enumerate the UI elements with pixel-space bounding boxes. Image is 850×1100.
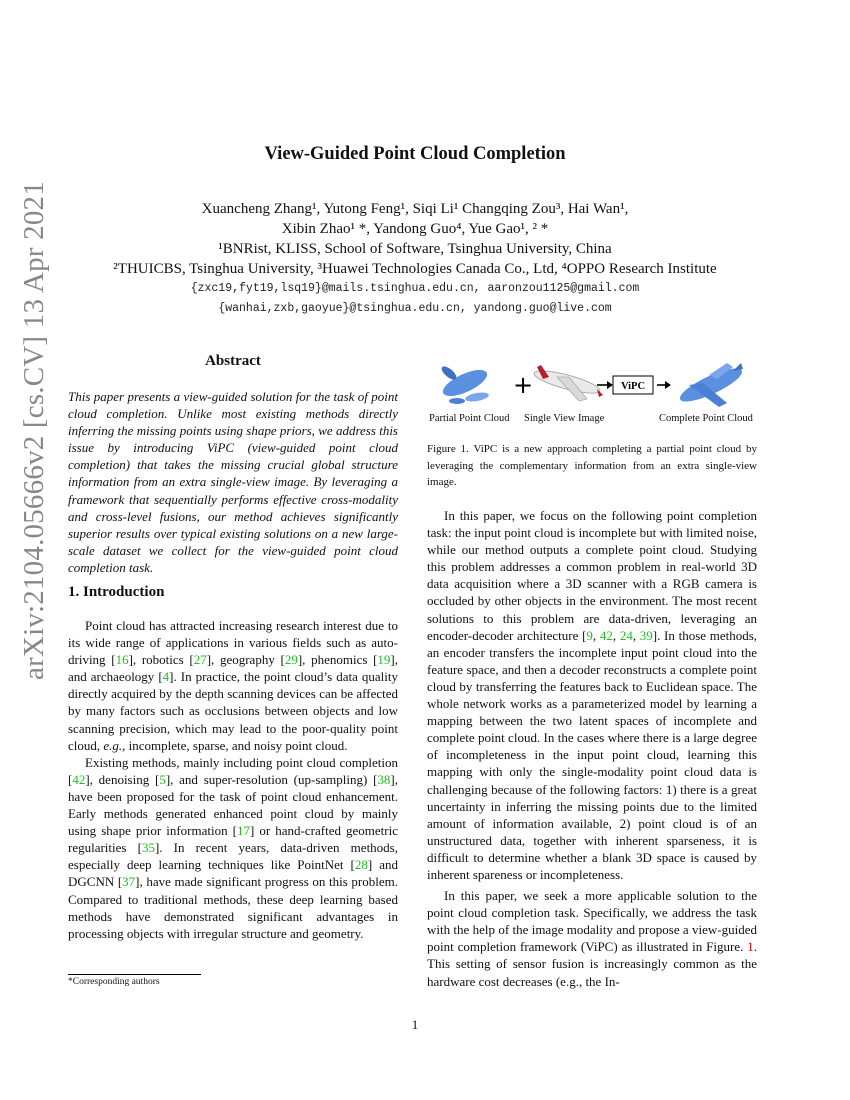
right-paragraph-2 <box>427 887 757 990</box>
citation-link[interactable]: 17 <box>237 823 250 839</box>
intro-paragraph-1 <box>68 617 398 754</box>
citation-link[interactable]: 24 <box>619 627 633 643</box>
text-segment: In this paper, we focus on the following point completion task: the input point cloud is incomplete but with limited noise, while our method outputs a complete point cloud. Studying this problem addresses a common problem in real-world 3D data acquisition where a 3D scanner with a RGB camera is occluded by other objects in the environment. The most recent solutions to this problem are data-driven, leveraging an encoder-decoder architecture [ <box>427 508 757 643</box>
text-segment: , incomplete, sparse, and noisy point cloud. <box>122 737 348 753</box>
text-segment: ]. In recent years, data-driven methods, especially deep learning techniques like PointNet [ <box>68 840 398 873</box>
complete-point-cloud-image <box>676 362 745 407</box>
figure-label-partial: Partial Point Cloud <box>429 413 510 424</box>
citation-link[interactable]: 19 <box>377 652 391 668</box>
text-segment: , <box>612 627 620 643</box>
abstract-heading: Abstract <box>205 353 261 369</box>
citation-link[interactable]: 29 <box>284 652 298 668</box>
partial-point-cloud-image <box>439 364 490 404</box>
citation-link[interactable]: 4 <box>162 669 170 685</box>
intro-paragraph-2 <box>68 754 398 942</box>
citation-link[interactable]: 42 <box>72 771 86 787</box>
intro-heading: 1. Introduction <box>68 584 165 600</box>
plus-sign: + <box>513 371 534 399</box>
text-segment: ]. In those methods, an encoder transfers the incomplete input point cloud into the feature space, and then a decoder reconstructs a complete point cloud by transferring the features back to Euclidean space. The whole network works as a parameterized model by learning a mapping between the two latent spaces of incomplete and complete point cloud. In the cases where there is a large degree of incompleteness in the input point cloud, learning this mapping with only the single-modality point cloud data is challenging because of the following factors: 1) there is a great uncertainty in inferring the missing points due to the limited amount of information available, 2) point cloud is of an unstructured data, together with inherent sparseness, it is difficult to determine whether a blank 3D space is caused by inherent spareness or incompleteness. <box>427 627 758 882</box>
affiliation-1: ¹BNRist, KLISS, School of Software, Tsinghua University, China <box>218 241 612 257</box>
citation-link[interactable]: 16 <box>115 652 129 668</box>
citation-link[interactable]: 27 <box>193 652 207 668</box>
text-segment: ], have been proposed for the task of point cloud enhancement. Early methods generated enhanced point cloud by mainly using shape prior information [ <box>68 771 398 839</box>
text-segment: ], robotics [ <box>128 652 194 668</box>
page-number: 1 <box>411 1017 419 1032</box>
text-segment: Point cloud has attracted increasing research interest due to its wide range of applications in various fields such as auto-driving [ <box>68 618 398 668</box>
text-segment: Existing methods, mainly including point cloud completion [ <box>68 754 398 787</box>
figure-label-single-view: Single View Image <box>524 413 605 424</box>
italic-text: e.g. <box>103 737 123 753</box>
citation-link[interactable]: 38 <box>377 771 391 787</box>
citation-link[interactable]: 42 <box>599 627 613 643</box>
single-view-image <box>532 365 603 401</box>
text-segment: ], geography [ <box>206 652 285 668</box>
text-segment: ] and DGCNN [ <box>68 857 398 890</box>
citation-link[interactable]: 39 <box>639 627 653 643</box>
email-line-1: {zxc19,fyt19,lsq19}@mails.tsinghua.edu.cn, aaronzou1125@gmail.com <box>190 282 640 295</box>
arxiv-side-label: arXiv:2104.05666v2 [cs.CV] 13 Apr 2021 <box>18 181 50 680</box>
paper-title: View-Guided Point Cloud Completion <box>264 144 566 164</box>
email-line-2: {wanhai,zxb,gaoyue}@tsinghua.edu.cn, yandong.guo@live.com <box>218 302 612 315</box>
intro-body <box>68 617 398 942</box>
right-column-body <box>427 507 757 990</box>
affiliation-2: ²THUICBS, Tsinghua University, ³Huawei Technologies Canada Co., Ltd, ⁴OPPO Research Institute <box>113 261 717 277</box>
citation-link[interactable]: 35 <box>141 840 155 856</box>
figure-label-complete: Complete Point Cloud <box>659 413 753 424</box>
text-segment: , <box>632 627 640 643</box>
text-segment: ]. In practice, the point cloud’s data quality directly acquired by the depth scanning devices can be affected by many factors such as occlusions between objects and low scanning precision, which may lead to the poor-quality point cloud, <box>68 669 398 753</box>
citation-link[interactable]: 5 <box>159 771 166 787</box>
text-segment: ], and super-resolution (up-sampling) [ <box>165 771 378 787</box>
text-segment: In this paper, we seek a more applicable solution to the point cloud completion task. Specifically, we address the task with the help of the image modality and propose a view-guided point completion framework (ViPC) as illustrated in Figure. <box>427 888 757 955</box>
figure-1-caption: Figure 1. ViPC is a new approach completing a partial point cloud by leveraging the complementary information from an extra single-view image. <box>427 443 757 488</box>
text-segment: , <box>592 627 600 643</box>
author-block <box>0 199 830 319</box>
footnote-rule <box>68 974 201 975</box>
right-paragraph-1 <box>427 507 757 883</box>
footnote: *Corresponding authors <box>68 977 160 987</box>
text-segment: ], denoising [ <box>85 771 160 787</box>
abstract-text: This paper presents a view-guided solution for the task of point cloud completion. Unlike most existing methods directly inferring the missing points using shape priors, we address this issue by introducing ViPC (view-guided point cloud completion) that takes the missing crucial global structure information from an extra single-view image. By leveraging a framework that sequentially performs effective cross-modality and cross-level fusions, our method achieves significantly superior results over typical existing solutions on a new large-scale dataset we collect for the view-guided point cloud completion task. <box>68 389 398 575</box>
figure-reference[interactable]: 1 <box>747 939 754 955</box>
author-line-1: Xuancheng Zhang¹, Yutong Feng¹, Siqi Li¹ Changqing Zou³, Hai Wan¹, <box>201 201 629 217</box>
text-segment: ], have made significant progress on this problem. Compared to traditional methods, these deep learning based methods have demonstrated significant advantages in processing objects with irregular structure and geometry. <box>68 874 398 941</box>
vipc-box-label: ViPC <box>620 381 646 392</box>
citation-link[interactable]: 9 <box>586 627 593 643</box>
text-segment: ] or hand-crafted geometric regularities [ <box>68 823 398 856</box>
author-line-2: Xibin Zhao¹ *, Yandong Guo⁴, Yue Gao¹, ² * <box>281 221 549 237</box>
citation-link[interactable]: 37 <box>122 874 136 890</box>
text-segment: . This setting of sensor fusion is increasingly common as the hardware cost decreases (e.g., the In- <box>427 939 757 989</box>
text-segment: ], and archaeology [ <box>68 652 398 685</box>
citation-link[interactable]: 28 <box>354 857 368 873</box>
text-segment: ], phenomics [ <box>297 652 378 668</box>
